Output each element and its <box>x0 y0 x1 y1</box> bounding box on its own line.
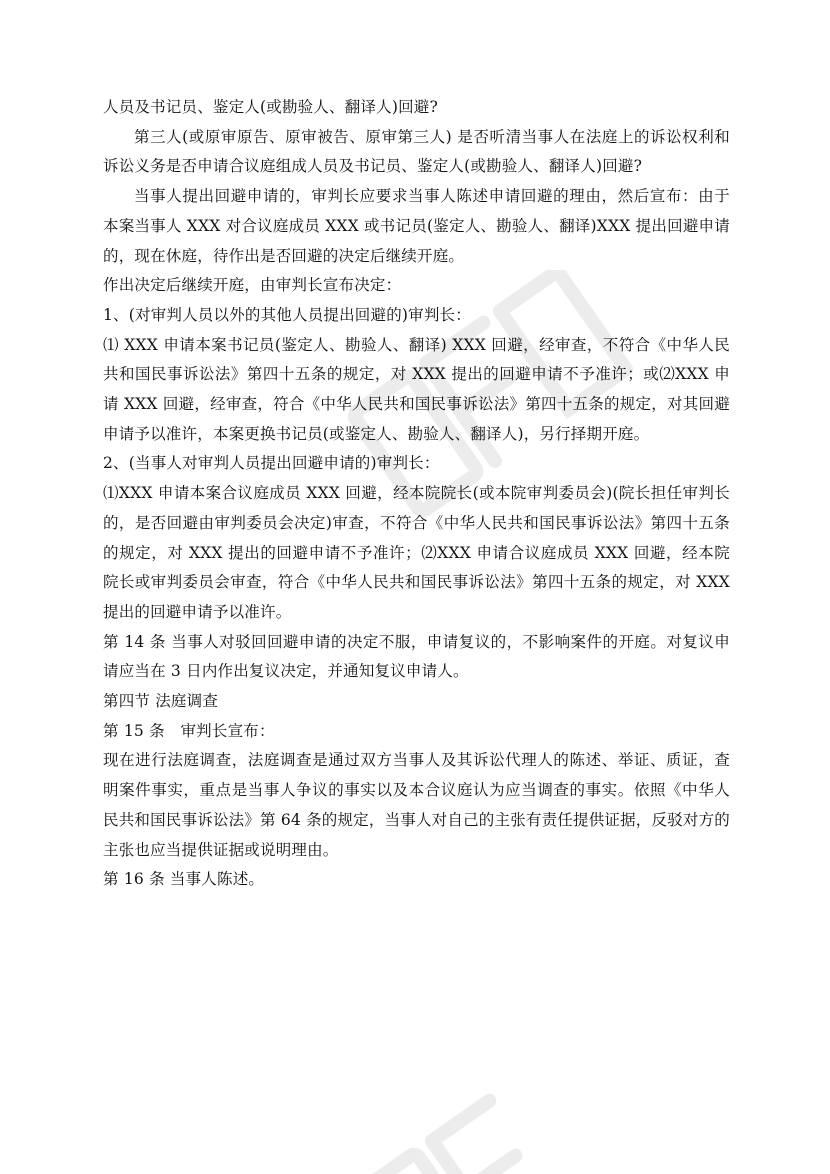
paragraph-8: ⑴XXX 申请本案合议庭成员 XXX 回避，经本院院长(或本院审判委员会)(院长担任审判长的，是否回避由审判委员会决定)审查，不符合《中华人民共和国民事诉讼法》第四十五条的规定，对 XXX 提出的回避申请不予准许；⑵XXX 申请合议庭成员 XXX 回避，经本院院长或审判委员会审查，符合《中华人民共和国民事诉讼法》第四十五条的规定，对 XXX 提出的回避申请予以准许。 <box>103 484 730 621</box>
paragraph-3: 当事人提出回避申请的，审判长应要求当事人陈述申请回避的理由，然后宣布：由于本案当事人 XXX 对合议庭成员 XXX 或书记员(鉴定人、勘验人、翻译)XXX 提出回避申请的，现在休庭，待作出是否回避的决定后继续开庭。 <box>103 187 730 265</box>
watermark-logo-bottom <box>330 1070 660 1174</box>
document-body <box>103 93 730 895</box>
paragraph-7: 2、(当事人对审判人员提出回避申请的)审判长： <box>103 454 440 473</box>
paragraph-12: 现在进行法庭调查，法庭调查是通过双方当事人及其诉讼代理人的陈述、举证、质证，查明案件事实，重点是当事人争议的事实以及本合议庭认为应当调查的事实。依照《中华人民共和国民事诉讼法》第 64 条的规定，当事人对自己的主张有责任提供证据，反驳对方的主张也应当提供证据或说明理由。 <box>103 751 730 859</box>
paragraph-4: 作出决定后继续开庭，由审判长宣布决定： <box>103 276 402 295</box>
paragraph-11: 第 15 条 审判长宣布： <box>103 721 275 740</box>
section-heading: 第四节 法庭调查 <box>103 692 219 711</box>
paragraph-2: 第三人(或原审原告、原审被告、原审第三人) 是否听清当事人在法庭上的诉讼权利和诉讼义务是否申请合议庭组成人员及书记员、鉴定人(或勘验人、翻译人)回避? <box>103 127 730 176</box>
paragraph-9: 第 14 条 当事人对驳回回避申请的决定不服，申请复议的，不影响案件的开庭。对复议申请应当在 3 日内作出复议决定，并通知复议申请人。 <box>103 632 730 681</box>
paragraph-6: ⑴ XXX 申请本案书记员(鉴定人、勘验人、翻译) XXX 回避，经审查，不符合《中华人民共和国民事诉讼法》第四十五条的规定，对 XXX 提出的回避申请不予准许；或⑵XXX 申请 XXX 回避，经审查，符合《中华人民共和国民事诉讼法》第四十五条的规定，对其回避申请予以准许，本案更换书记员(或鉴定人、勘验人、翻译人)，另行择期开庭。 <box>103 335 730 443</box>
paragraph-13: 第 16 条 当事人陈述。 <box>103 870 265 889</box>
paragraph-5: 1、(对审判人员以外的其他人员提出回避的)审判长： <box>103 305 471 324</box>
paragraph-1: 人员及书记员、鉴定人(或勘验人、翻译人)回避? <box>103 98 439 116</box>
